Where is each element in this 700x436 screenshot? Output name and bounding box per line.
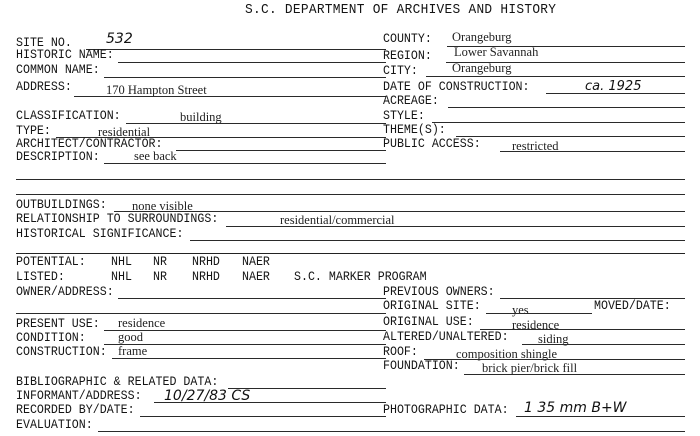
themes-line bbox=[456, 136, 685, 137]
foundation-label: FOUNDATION: bbox=[383, 359, 460, 373]
bibliographic-line bbox=[228, 388, 386, 389]
county-label: COUNTY: bbox=[383, 32, 432, 46]
evaluation-line bbox=[98, 431, 685, 432]
date-of-construction-value[interactable]: ca. 1925 bbox=[585, 79, 642, 94]
relationship-label: RELATIONSHIP TO SURROUNDINGS: bbox=[16, 212, 219, 226]
original-use-line bbox=[480, 329, 685, 330]
original-site-line bbox=[486, 313, 592, 314]
present-use-label: PRESENT USE: bbox=[16, 317, 100, 331]
present-use-line bbox=[104, 330, 386, 331]
listed-nr[interactable]: NR bbox=[153, 270, 167, 284]
potential-nr[interactable]: NR bbox=[153, 255, 167, 269]
original-use-value[interactable]: residence bbox=[512, 318, 560, 332]
classification-label: CLASSIFICATION: bbox=[16, 109, 121, 123]
photographic-label: PHOTOGRAPHIC DATA: bbox=[383, 403, 509, 417]
county-value[interactable]: Orangeburg bbox=[452, 30, 512, 44]
moved-date-label: MOVED/DATE: bbox=[594, 299, 671, 313]
listed-nrhd[interactable]: NRHD bbox=[192, 270, 220, 284]
style-label: STYLE: bbox=[383, 109, 425, 123]
present-use-value[interactable]: residence bbox=[118, 316, 166, 330]
outbuildings-label: OUTBUILDINGS: bbox=[16, 198, 107, 212]
region-value[interactable]: Lower Savannah bbox=[454, 45, 539, 59]
owner-address-line bbox=[118, 298, 386, 299]
description-label: DESCRIPTION: bbox=[16, 150, 100, 164]
roof-label: ROOF: bbox=[383, 345, 418, 359]
original-site-value[interactable]: yes bbox=[512, 303, 529, 317]
bibliographic-label: BIBLIOGRAPHIC & RELATED DATA: bbox=[16, 375, 219, 389]
condition-label: CONDITION: bbox=[16, 331, 86, 345]
address-value[interactable]: 170 Hampton Street bbox=[106, 83, 207, 97]
owner-address-label: OWNER/ADDRESS: bbox=[16, 285, 114, 299]
description-continuation-line-1 bbox=[16, 179, 685, 180]
type-label: TYPE: bbox=[16, 124, 51, 138]
photographic-line bbox=[516, 416, 685, 417]
public-access-value[interactable]: restricted bbox=[512, 139, 559, 153]
classification-value[interactable]: building bbox=[180, 110, 222, 124]
previous-owners-label: PREVIOUS OWNERS: bbox=[383, 285, 495, 299]
original-use-label: ORIGINAL USE: bbox=[383, 315, 474, 329]
photographic-value[interactable]: 1 35 mm B+W bbox=[524, 400, 627, 416]
potential-label: POTENTIAL: bbox=[16, 255, 86, 269]
construction-value[interactable]: frame bbox=[118, 344, 148, 358]
themes-label: THEME(S): bbox=[383, 123, 446, 137]
foundation-value[interactable]: brick pier/brick fill bbox=[482, 361, 578, 375]
style-line bbox=[432, 122, 685, 123]
site-no-line bbox=[86, 49, 386, 50]
altered-value[interactable]: siding bbox=[538, 332, 569, 346]
section-divider bbox=[16, 253, 685, 254]
original-site-label: ORIGINAL SITE: bbox=[383, 299, 481, 313]
evaluation-label: EVALUATION: bbox=[16, 418, 93, 432]
common-name-line bbox=[104, 77, 386, 78]
relationship-value[interactable]: residential/commercial bbox=[280, 213, 395, 227]
description-line bbox=[104, 163, 386, 164]
altered-label: ALTERED/UNALTERED: bbox=[383, 330, 509, 344]
site-no-value[interactable]: 532 bbox=[106, 31, 133, 47]
historic-name-line bbox=[118, 62, 386, 63]
construction-line bbox=[112, 358, 386, 359]
roof-value[interactable]: composition shingle bbox=[456, 347, 558, 361]
region-label: REGION: bbox=[383, 49, 432, 63]
listed-naer[interactable]: NAER bbox=[242, 270, 270, 284]
recorded-by-line bbox=[140, 416, 386, 417]
recorded-by-value[interactable]: 10/27/83 CS bbox=[164, 388, 251, 404]
construction-label: CONSTRUCTION: bbox=[16, 345, 107, 359]
acreage-line bbox=[448, 107, 685, 108]
site-no-label: SITE NO. bbox=[16, 36, 72, 50]
acreage-label: ACREAGE: bbox=[383, 94, 439, 108]
potential-naer[interactable]: NAER bbox=[242, 255, 270, 269]
city-value[interactable]: Orangeburg bbox=[452, 61, 512, 75]
address-line bbox=[74, 96, 386, 97]
listed-nhl[interactable]: NHL bbox=[111, 270, 132, 284]
type-value[interactable]: residential bbox=[98, 125, 151, 139]
owner-address-line-2 bbox=[16, 313, 386, 314]
recorded-by-label: RECORDED BY/DATE: bbox=[16, 403, 135, 417]
condition-value[interactable]: good bbox=[118, 330, 143, 344]
foundation-line bbox=[464, 374, 685, 375]
architect-line bbox=[176, 150, 386, 151]
architect-label: ARCHITECT/CONTRACTOR: bbox=[16, 137, 163, 151]
historical-significance-line bbox=[190, 240, 685, 241]
city-line bbox=[426, 76, 685, 77]
altered-line bbox=[522, 344, 685, 345]
form-title: S.C. DEPARTMENT OF ARCHIVES AND HISTORY bbox=[245, 3, 557, 18]
public-access-label: PUBLIC ACCESS: bbox=[383, 137, 481, 151]
address-label: ADDRESS: bbox=[16, 80, 72, 94]
informant-label: INFORMANT/ADDRESS: bbox=[16, 389, 142, 403]
potential-nhl[interactable]: NHL bbox=[111, 255, 132, 269]
public-access-line bbox=[500, 151, 685, 152]
outbuildings-value[interactable]: none visible bbox=[132, 199, 193, 213]
roof-line bbox=[424, 359, 685, 360]
classification-line bbox=[126, 123, 386, 124]
city-label: CITY: bbox=[383, 64, 418, 78]
date-of-construction-line bbox=[546, 93, 685, 94]
potential-nrhd[interactable]: NRHD bbox=[192, 255, 220, 269]
historical-significance-label: HISTORICAL SIGNIFICANCE: bbox=[16, 227, 184, 241]
sc-marker-program[interactable]: S.C. MARKER PROGRAM bbox=[294, 270, 427, 284]
common-name-label: COMMON NAME: bbox=[16, 63, 100, 77]
description-continuation-line-2 bbox=[16, 194, 685, 195]
description-value[interactable]: see back bbox=[134, 149, 177, 163]
relationship-line bbox=[226, 226, 685, 227]
date-of-construction-label: DATE OF CONSTRUCTION: bbox=[383, 80, 530, 94]
historic-name-label: HISTORIC NAME: bbox=[16, 48, 114, 62]
listed-label: LISTED: bbox=[16, 270, 65, 284]
